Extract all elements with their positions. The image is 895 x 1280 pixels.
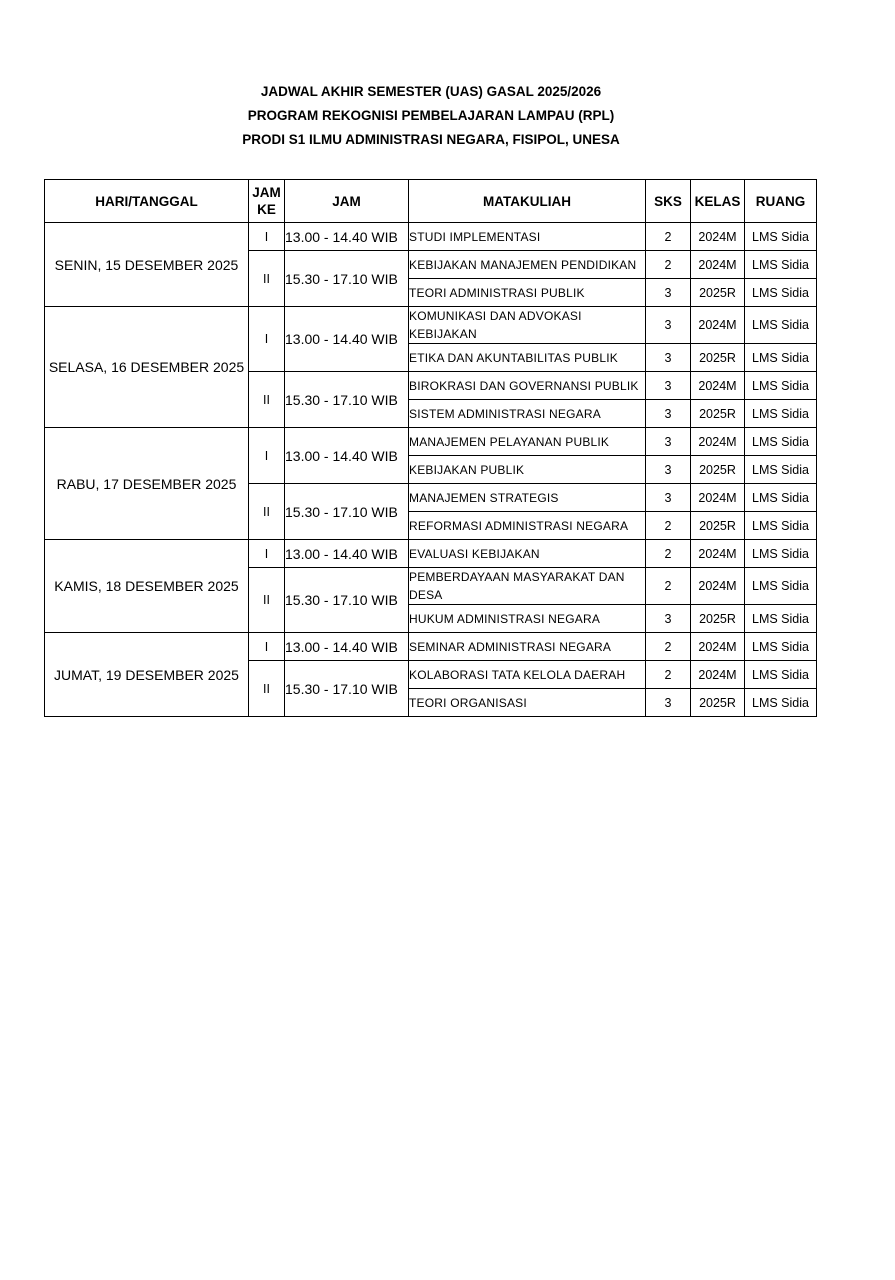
day-cell: SELASA, 16 DESEMBER 2025: [45, 307, 249, 428]
ruang-cell: LMS Sidia: [745, 456, 817, 484]
sks-cell: 2: [646, 512, 691, 540]
table-row: [45, 223, 817, 251]
time-cell: 15.30 - 17.10 WIB: [285, 484, 409, 540]
ruang-cell: LMS Sidia: [745, 344, 817, 372]
kelas-cell: 2024M: [691, 633, 745, 661]
sks-cell: 3: [646, 484, 691, 512]
col-header-jam: JAM: [285, 180, 409, 223]
session-cell: II: [249, 568, 285, 633]
course-cell: HUKUM ADMINISTRASI NEGARA: [409, 605, 646, 633]
day-cell: JUMAT, 19 DESEMBER 2025: [45, 633, 249, 717]
sks-cell: 3: [646, 605, 691, 633]
kelas-cell: 2025R: [691, 689, 745, 717]
ruang-cell: LMS Sidia: [745, 540, 817, 568]
course-cell: ETIKA DAN AKUNTABILITAS PUBLIK: [409, 344, 646, 372]
kelas-cell: 2025R: [691, 512, 745, 540]
course-cell: KEBIJAKAN PUBLIK: [409, 456, 646, 484]
col-header-sks: SKS: [646, 180, 691, 223]
course-cell: MANAJEMEN STRATEGIS: [409, 484, 646, 512]
session-cell: I: [249, 307, 285, 372]
kelas-cell: 2025R: [691, 400, 745, 428]
course-cell: EVALUASI KEBIJAKAN: [409, 540, 646, 568]
col-header-jam-ke-line2: KE: [257, 202, 276, 217]
time-cell: 15.30 - 17.10 WIB: [285, 251, 409, 307]
kelas-cell: 2025R: [691, 344, 745, 372]
sks-cell: 2: [646, 251, 691, 279]
course-cell: STUDI IMPLEMENTASI: [409, 223, 646, 251]
sks-cell: 2: [646, 540, 691, 568]
time-cell: 13.00 - 14.40 WIB: [285, 223, 409, 251]
col-header-matakuliah: MATAKULIAH: [409, 180, 646, 223]
table-row: [45, 307, 817, 344]
day-cell: KAMIS, 18 DESEMBER 2025: [45, 540, 249, 633]
kelas-cell: 2025R: [691, 605, 745, 633]
ruang-cell: LMS Sidia: [745, 279, 817, 307]
ruang-cell: LMS Sidia: [745, 307, 817, 344]
kelas-cell: 2024M: [691, 568, 745, 605]
day-cell: SENIN, 15 DESEMBER 2025: [45, 223, 249, 307]
ruang-cell: LMS Sidia: [745, 251, 817, 279]
sks-cell: 3: [646, 307, 691, 344]
ruang-cell: LMS Sidia: [745, 512, 817, 540]
ruang-cell: LMS Sidia: [745, 568, 817, 605]
course-cell: SEMINAR ADMINISTRASI NEGARA: [409, 633, 646, 661]
kelas-cell: 2024M: [691, 223, 745, 251]
course-cell: REFORMASI ADMINISTRASI NEGARA: [409, 512, 646, 540]
time-cell: 13.00 - 14.40 WIB: [285, 307, 409, 372]
sks-cell: 3: [646, 428, 691, 456]
sks-cell: 2: [646, 661, 691, 689]
time-cell: 13.00 - 14.40 WIB: [285, 633, 409, 661]
exam-schedule-table: [44, 179, 817, 717]
sks-cell: 3: [646, 344, 691, 372]
course-cell: BIROKRASI DAN GOVERNANSI PUBLIK: [409, 372, 646, 400]
course-cell: KOMUNIKASI DAN ADVOKASI KEBIJAKAN: [409, 307, 646, 344]
sks-cell: 3: [646, 689, 691, 717]
session-cell: I: [249, 223, 285, 251]
ruang-cell: LMS Sidia: [745, 428, 817, 456]
kelas-cell: 2024M: [691, 428, 745, 456]
ruang-cell: LMS Sidia: [745, 689, 817, 717]
course-cell: MANAJEMEN PELAYANAN PUBLIK: [409, 428, 646, 456]
time-cell: 13.00 - 14.40 WIB: [285, 428, 409, 484]
sks-cell: 3: [646, 372, 691, 400]
kelas-cell: 2024M: [691, 251, 745, 279]
kelas-cell: 2024M: [691, 540, 745, 568]
kelas-cell: 2024M: [691, 484, 745, 512]
course-cell: KOLABORASI TATA KELOLA DAERAH: [409, 661, 646, 689]
col-header-hari: HARI/TANGGAL: [45, 180, 249, 223]
title-line-3: PRODI S1 ILMU ADMINISTRASI NEGARA, FISIPOL, UNESA: [242, 132, 620, 147]
sks-cell: 2: [646, 568, 691, 605]
ruang-cell: LMS Sidia: [745, 633, 817, 661]
session-cell: I: [249, 428, 285, 484]
table-row: [45, 428, 817, 456]
ruang-cell: LMS Sidia: [745, 661, 817, 689]
document-heading: [0, 80, 862, 152]
kelas-cell: 2025R: [691, 279, 745, 307]
sks-cell: 3: [646, 456, 691, 484]
session-cell: I: [249, 540, 285, 568]
col-header-jam-ke: [249, 180, 285, 223]
session-cell: II: [249, 372, 285, 428]
ruang-cell: LMS Sidia: [745, 223, 817, 251]
time-cell: 15.30 - 17.10 WIB: [285, 661, 409, 717]
day-cell: RABU, 17 DESEMBER 2025: [45, 428, 249, 540]
session-cell: II: [249, 661, 285, 717]
kelas-cell: 2024M: [691, 372, 745, 400]
course-cell: KEBIJAKAN MANAJEMEN PENDIDIKAN: [409, 251, 646, 279]
time-cell: 15.30 - 17.10 WIB: [285, 372, 409, 428]
table-header-row: [45, 180, 817, 223]
course-cell: SISTEM ADMINISTRASI NEGARA: [409, 400, 646, 428]
col-header-kelas: KELAS: [691, 180, 745, 223]
sks-cell: 3: [646, 400, 691, 428]
ruang-cell: LMS Sidia: [745, 400, 817, 428]
time-cell: 13.00 - 14.40 WIB: [285, 540, 409, 568]
col-header-ruang: RUANG: [745, 180, 817, 223]
title-line-1: JADWAL AKHIR SEMESTER (UAS) GASAL 2025/2026: [260, 84, 602, 99]
kelas-cell: 2025R: [691, 456, 745, 484]
table-row: [45, 540, 817, 568]
kelas-cell: 2024M: [691, 307, 745, 344]
session-cell: I: [249, 633, 285, 661]
title-line-2: PROGRAM REKOGNISI PEMBELAJARAN LAMPAU (RPL): [247, 108, 615, 123]
ruang-cell: LMS Sidia: [745, 484, 817, 512]
kelas-cell: 2024M: [691, 661, 745, 689]
session-cell: II: [249, 251, 285, 307]
col-header-jam-ke-line1: JAM: [252, 185, 281, 200]
table-row: [45, 633, 817, 661]
course-cell: PEMBERDAYAAN MASYARAKAT DAN DESA: [409, 568, 646, 605]
sks-cell: 3: [646, 279, 691, 307]
session-cell: II: [249, 484, 285, 540]
sks-cell: 2: [646, 223, 691, 251]
course-cell: TEORI ORGANISASI: [409, 689, 646, 717]
ruang-cell: LMS Sidia: [745, 372, 817, 400]
course-cell: TEORI ADMINISTRASI PUBLIK: [409, 279, 646, 307]
sks-cell: 2: [646, 633, 691, 661]
time-cell: 15.30 - 17.10 WIB: [285, 568, 409, 633]
ruang-cell: LMS Sidia: [745, 605, 817, 633]
